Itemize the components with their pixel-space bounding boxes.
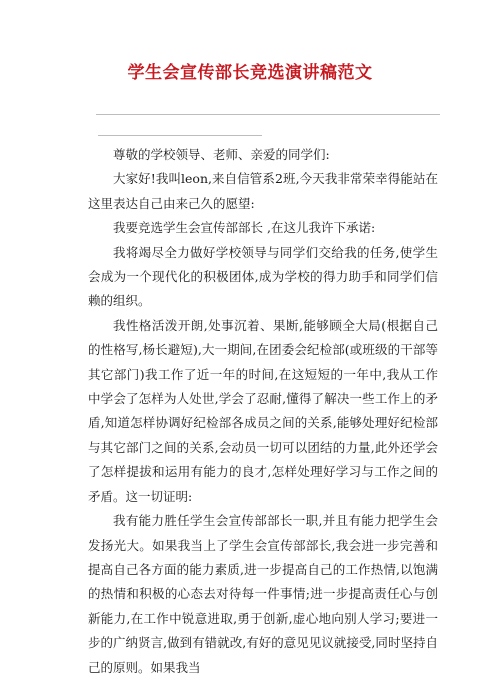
ability-paragraph: 我有能力胜任学生会宣传部部长一职,并且有能力把学生会发扬光大。如果我当上了学生会宣传部部长,我会进一步完善和提高自己各方面的能力素质,进一步提高自己的工作热情,以饱满的热情和积极的心态去对待每一件事情;进一步提高责任心与创新能力,在工作中锐意进取,勇于创新,虚心地向别人学习;要进一步的广纳贤言,做到有错就改,有好的意见见议就接受,同时坚持自己的原则。如果我当 <box>88 513 438 675</box>
greeting-paragraph: 大家好!我叫leon,来自信管系2班,今天我非常荣幸得能站在这里表达自己由来己久的愿望: <box>88 171 438 211</box>
experience-paragraph: 我性格活泼开朗,处事沉着、果断,能够顾全大局(根据自己的性格写,杨长避短),大一期间,在团委会纪检部(或班级的干部等其它部门)我工作了近一年的时间,在这短短的一年中,我从工作中学会了怎样为人处世,学会了忍耐,懂得了解决一些工作上的矛盾,知道怎样协调好纪检部各成员之间的关系,能够处理好纪检部与其它部门之间的关系,会动员一切可以团结的力量,此外还学会了怎样提拔和运用有能力的良才,怎样处理好学习与工作之间的矛盾。这一切证明: <box>88 317 438 504</box>
promise-paragraph: 我将竭尽全力做好学校领导与同学们交给我的任务,使学生会成为一个现代化的积极团体,成为学校的得力助手和同学们信赖的组织。 <box>88 244 438 309</box>
document-title: 学生会宣传部长竞选演讲稿范文 <box>127 63 373 83</box>
salutation-paragraph: 尊敬的学校领导、老师、亲爱的同学们: <box>113 147 330 162</box>
document-body <box>88 143 438 680</box>
title-divider <box>96 114 440 115</box>
candidacy-paragraph: 我要竞选学生会宣传部部长 ,在这儿我许下承诺: <box>113 220 376 236</box>
section-divider <box>98 135 262 136</box>
